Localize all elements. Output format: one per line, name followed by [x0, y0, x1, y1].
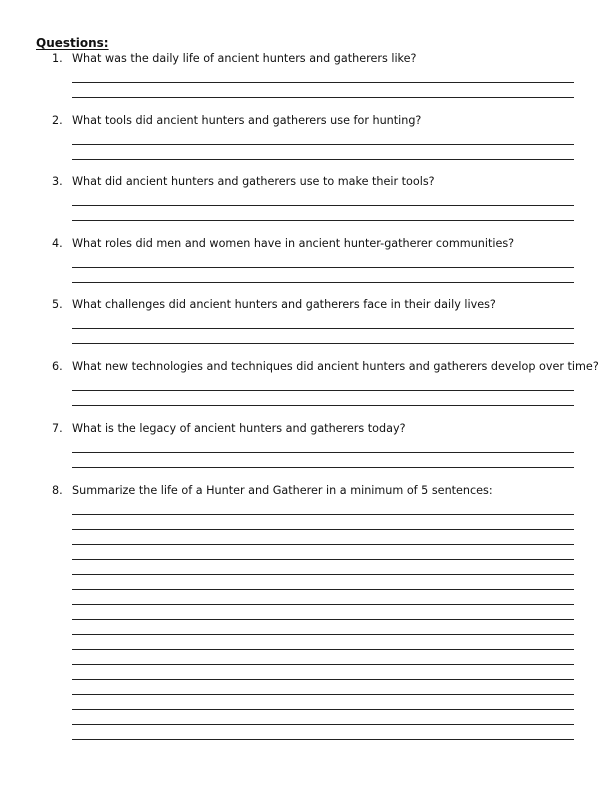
answer-line[interactable] [72, 391, 574, 406]
question-number: 4. [52, 237, 63, 250]
answer-line[interactable] [72, 635, 574, 650]
question-3 [52, 175, 574, 221]
answer-area[interactable] [72, 130, 574, 160]
answer-line[interactable] [72, 650, 574, 665]
answer-line[interactable] [72, 560, 574, 575]
question-number: 2. [52, 114, 63, 127]
question-text: What challenges did ancient hunters and gatherers face in their daily lives? [72, 298, 496, 311]
question-number: 8. [52, 484, 63, 497]
question-number: 7. [52, 422, 63, 435]
question-text: What roles did men and women have in ancient hunter-gatherer communities? [72, 237, 515, 250]
answer-line[interactable] [72, 665, 574, 680]
answer-area[interactable] [72, 500, 574, 740]
answer-area[interactable] [72, 191, 574, 221]
question-7 [52, 422, 574, 468]
page-title: Questions: [36, 36, 109, 50]
answer-line[interactable] [72, 725, 574, 740]
question-text: What did ancient hunters and gatherers use to make their tools? [72, 175, 435, 188]
question-1 [52, 52, 574, 98]
answer-line[interactable] [72, 130, 574, 145]
answer-line[interactable] [72, 268, 574, 283]
question-6 [52, 360, 599, 406]
answer-line[interactable] [72, 145, 574, 160]
answer-area[interactable] [72, 438, 574, 468]
question-5 [52, 298, 574, 344]
answer-line[interactable] [72, 206, 574, 221]
answer-area[interactable] [72, 68, 574, 98]
question-4 [52, 237, 574, 283]
answer-line[interactable] [72, 695, 574, 710]
answer-line[interactable] [72, 680, 574, 695]
answer-line[interactable] [72, 253, 574, 268]
answer-line[interactable] [72, 515, 574, 530]
answer-area[interactable] [72, 376, 574, 406]
question-2 [52, 114, 574, 160]
answer-line[interactable] [72, 500, 574, 515]
question-text: What tools did ancient hunters and gatherers use for hunting? [72, 114, 422, 127]
answer-line[interactable] [72, 545, 574, 560]
answer-line[interactable] [72, 376, 574, 391]
answer-line[interactable] [72, 83, 574, 98]
answer-line[interactable] [72, 329, 574, 344]
answer-line[interactable] [72, 314, 574, 329]
question-8 [52, 484, 574, 740]
answer-line[interactable] [72, 438, 574, 453]
question-number: 1. [52, 52, 63, 65]
answer-area[interactable] [72, 253, 574, 283]
question-number: 5. [52, 298, 63, 311]
answer-line[interactable] [72, 710, 574, 725]
question-text: Summarize the life of a Hunter and Gatherer in a minimum of 5 sentences: [72, 484, 493, 497]
answer-line[interactable] [72, 191, 574, 206]
question-text: What new technologies and techniques did ancient hunters and gatherers develop over time? [72, 360, 599, 373]
answer-line[interactable] [72, 590, 574, 605]
answer-line[interactable] [72, 575, 574, 590]
question-text: What was the daily life of ancient hunters and gatherers like? [72, 52, 417, 65]
answer-line[interactable] [72, 620, 574, 635]
answer-line[interactable] [72, 530, 574, 545]
answer-line[interactable] [72, 453, 574, 468]
question-number: 3. [52, 175, 63, 188]
answer-line[interactable] [72, 605, 574, 620]
answer-line[interactable] [72, 68, 574, 83]
question-number: 6. [52, 360, 63, 373]
answer-area[interactable] [72, 314, 574, 344]
question-text: What is the legacy of ancient hunters and gatherers today? [72, 422, 406, 435]
